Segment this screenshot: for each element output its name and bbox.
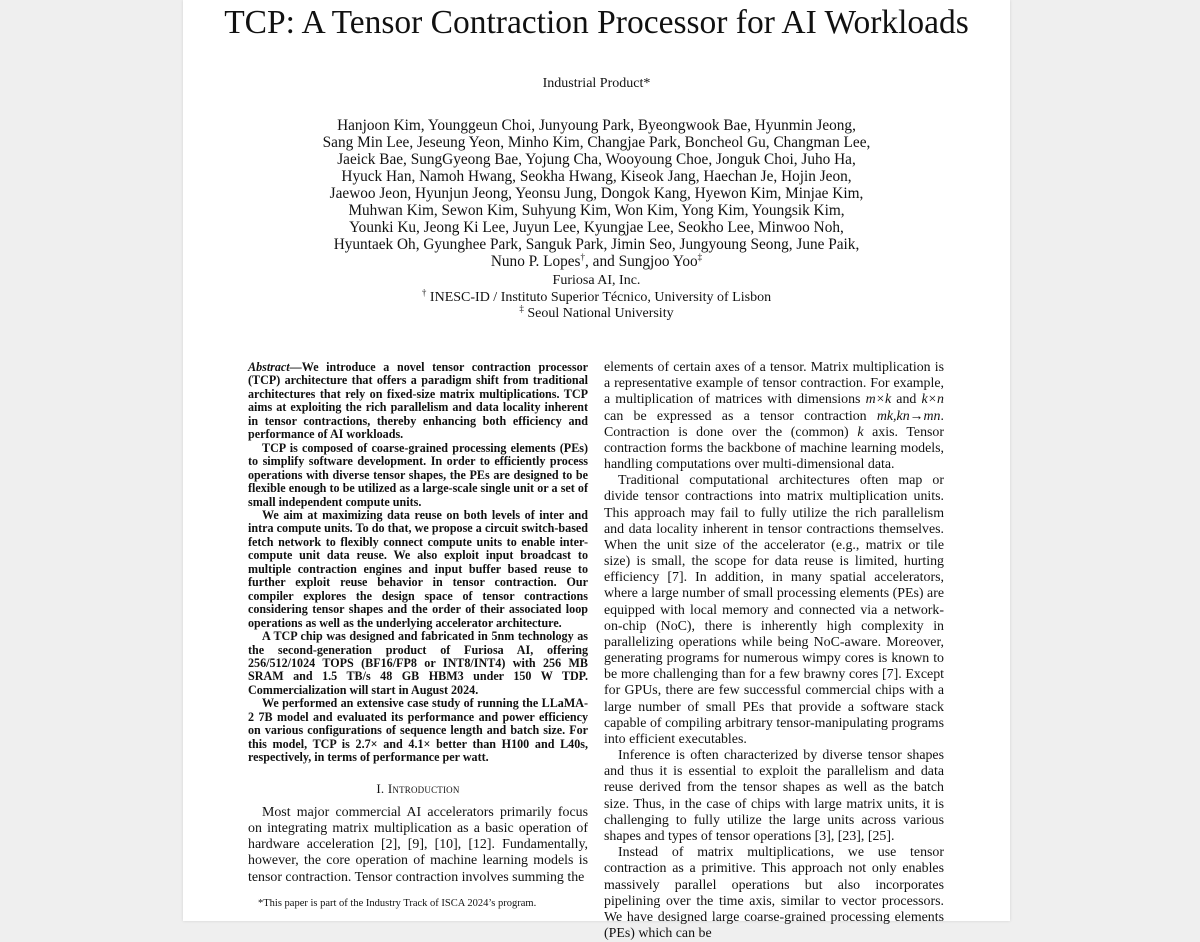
body-paragraph: Most major commercial AI accelerators primarily focus on integrating matrix multiplication as a basic operation of hardware acceleration [2], [9], [10], [12]. Fundamentally, however, the core operation of machine learning models is tensor contraction. Tensor contraction involves summing the bbox=[248, 804, 588, 885]
abstract-paragraph: TCP is composed of coarse-grained processing elements (PEs) to simplify software development. In order to efficiently process operations with diverse tensor shapes, the PEs are designed to be flexible enough to be utilized as a large-scale single unit or a set of small independent compute units. bbox=[248, 440, 588, 509]
author-line: Jaewoo Jeon, Hyunjun Jeong, Yeonsu Jung, Dongok Kang, Hyewon Kim, Minjae Kim, bbox=[329, 185, 864, 202]
section-heading bbox=[248, 781, 588, 797]
right-column bbox=[604, 360, 944, 942]
paper-page bbox=[183, 0, 1010, 942]
left-column bbox=[248, 361, 588, 886]
author-line: Hyuck Han, Namoh Hwang, Seokha Hwang, Kiseok Jang, Haechan Je, Hojin Jeon, bbox=[341, 168, 852, 185]
body-paragraph: Traditional computational architectures often map or divide tensor contractions into matrix multiplication units. This approach may fail to fully utilize the rich parallelism and data locality inherent in tensor contractions themselves. When the unit size of the accelerator (e.g., matrix or tile size) is small, the scope for data reuse is limited, hurting efficiency [7]. In addition, in many spatial accelerators, where a large number of small processing elements (PEs) are equipped with local memory and connected via a network-on-chip (NoC), there is inherently high complexity in parallelizing operations while being NoC-aware. Moreover, generating programs for numerous wimpy cores is known to be more challenging than for a few brawny cores [7]. Except for GPUs, there are few successful commercial chips with a large number of small PEs that provide a software stack capable of compiling arbitrary tensor-manipulating programs into efficient executables. bbox=[604, 473, 944, 747]
author-name: Nuno P. Lopes bbox=[490, 253, 581, 270]
affiliation-dagger: † INESC-ID / Instituto Superior Técnico, University of Lisbon bbox=[421, 286, 772, 305]
author-line: Jaeick Bae, SungGyeong Bae, Yojung Cha, Wooyoung Choe, Jonguk Choi, Juho Ha, bbox=[337, 151, 856, 168]
abstract-paragraph: Abstract—We introduce a novel tensor contraction processor (TCP) architecture that offers a paradigm shift from traditional architectures that rely on fixed-size matrix multiplications. TCP aims at exploiting the rich parallelism and data locality inherent in tensor contractions, thereby enhancing both efficiency and performance of AI workloads. bbox=[248, 360, 588, 442]
author-list bbox=[183, 117, 1010, 270]
dagger-mark: † bbox=[421, 286, 427, 297]
body-paragraph: elements of certain axes of a tensor. Matrix multiplication is a representative example of tensor contraction. For example, a multiplication of matrices with dimensions m×k and k×n can be expressed as a tensor contraction mk,kn→mn. Contraction is done over the (common) k axis. Tensor contraction forms the backbone of machine learning models, handling computations over multi-dimensional data. bbox=[604, 360, 944, 473]
dagger-mark: † bbox=[580, 251, 586, 262]
abstract bbox=[248, 361, 588, 765]
paper-title: TCP: A Tensor Contraction Processor for AI Workloads bbox=[224, 4, 969, 41]
author-line: Hanjoon Kim, Younggeun Choi, Junyoung Park, Byeongwook Bae, Hyunmin Jeong, bbox=[337, 117, 856, 134]
math-expression: m×k bbox=[865, 392, 892, 408]
author-line: Hyuntaek Oh, Gyunghee Park, Sanguk Park, Jimin Seo, Jungyoung Seong, June Paik, bbox=[333, 236, 860, 253]
author-line: Sang Min Lee, Jeseung Yeon, Minho Kim, Changjae Park, Boncheol Gu, Changman Lee, bbox=[322, 134, 871, 151]
body-paragraph: Inference is often characterized by diverse tensor shapes and thus it is essential to exploit the parallelism and data reuse derived from the tensor shapes as well as the batch size. Thus, in the case of chips with large matrix units, it is challenging to fully utilize the large units across various shapes and types of tensor operations [3], [23], [25]. bbox=[604, 748, 944, 844]
affiliation-company: Furiosa AI, Inc. bbox=[552, 273, 641, 288]
math-expression: k×n bbox=[921, 392, 944, 408]
section-title: Introduction bbox=[387, 780, 460, 796]
author-line: Muhwan Kim, Sewon Kim, Suhyung Kim, Won Kim, Yong Kim, Youngsik Kim, bbox=[348, 202, 845, 219]
section-number: I. bbox=[376, 780, 385, 796]
math-expression: k bbox=[857, 424, 864, 440]
abstract-label: Abstract bbox=[248, 360, 290, 374]
intro-text-right bbox=[604, 360, 944, 942]
author-line-last bbox=[183, 253, 1010, 270]
footnote: *This paper is part of the Industry Track of ISCA 2024’s program. bbox=[258, 898, 537, 909]
intro-text-left bbox=[248, 805, 588, 886]
abstract-paragraph: A TCP chip was designed and fabricated in 5nm technology as the second-generation product of Furiosa AI, offering 256/512/1024 TOPS (BF16/FP8 or INT8/INT4) with 256 MB SRAM and 1.5 TB/s 48 GB HBM3 under 150 W TDP. Commercialization will start in August 2024. bbox=[248, 629, 588, 697]
affiliation-double-dagger: ‡ Seoul National University bbox=[519, 303, 674, 321]
paper-subtitle: Industrial Product* bbox=[542, 76, 651, 91]
double-dagger-mark: ‡ bbox=[519, 303, 524, 314]
body-paragraph: Instead of matrix multiplications, we use tensor contraction as a primitive. This approach not only enables massively parallel operations but also incorporates pipelining over the time axis, similar to vector processors. We have designed large coarse-grained processing elements (PEs) which can be bbox=[604, 845, 944, 942]
math-expression: mk,kn→mn bbox=[876, 408, 941, 424]
abstract-paragraph: We performed an extensive case study of running the LLaMA-2 7B model and evaluated its performance and power efficiency on various configurations of sequence length and batch size. For this model, TCP is 2.7× and 4.1× better than H100 and L40s, respectively, in terms of performance per watt. bbox=[248, 696, 588, 765]
abstract-paragraph: We aim at maximizing data reuse on both levels of inter and intra compute units. To do that, we propose a circuit switch-based fetch network to flexibly connect compute units to enable inter-compute unit data reuse. We also exploit input broadcast to multiple contraction engines and input buffer based reuse to further exploit reuse behavior in tensor contraction. Our compiler explores the design space of tensor contractions considering tensor shapes and the order of their associated loop operations as well as the underlying accelerator architecture. bbox=[248, 507, 588, 630]
author-line: Younki Ku, Jeong Ki Lee, Juyun Lee, Kyungjae Lee, Seokho Lee, Minwoo Noh, bbox=[349, 219, 844, 236]
affiliations bbox=[183, 273, 1010, 323]
author-name: , and Sungjoo Yoo bbox=[585, 253, 698, 270]
double-dagger-mark: ‡ bbox=[697, 251, 703, 262]
